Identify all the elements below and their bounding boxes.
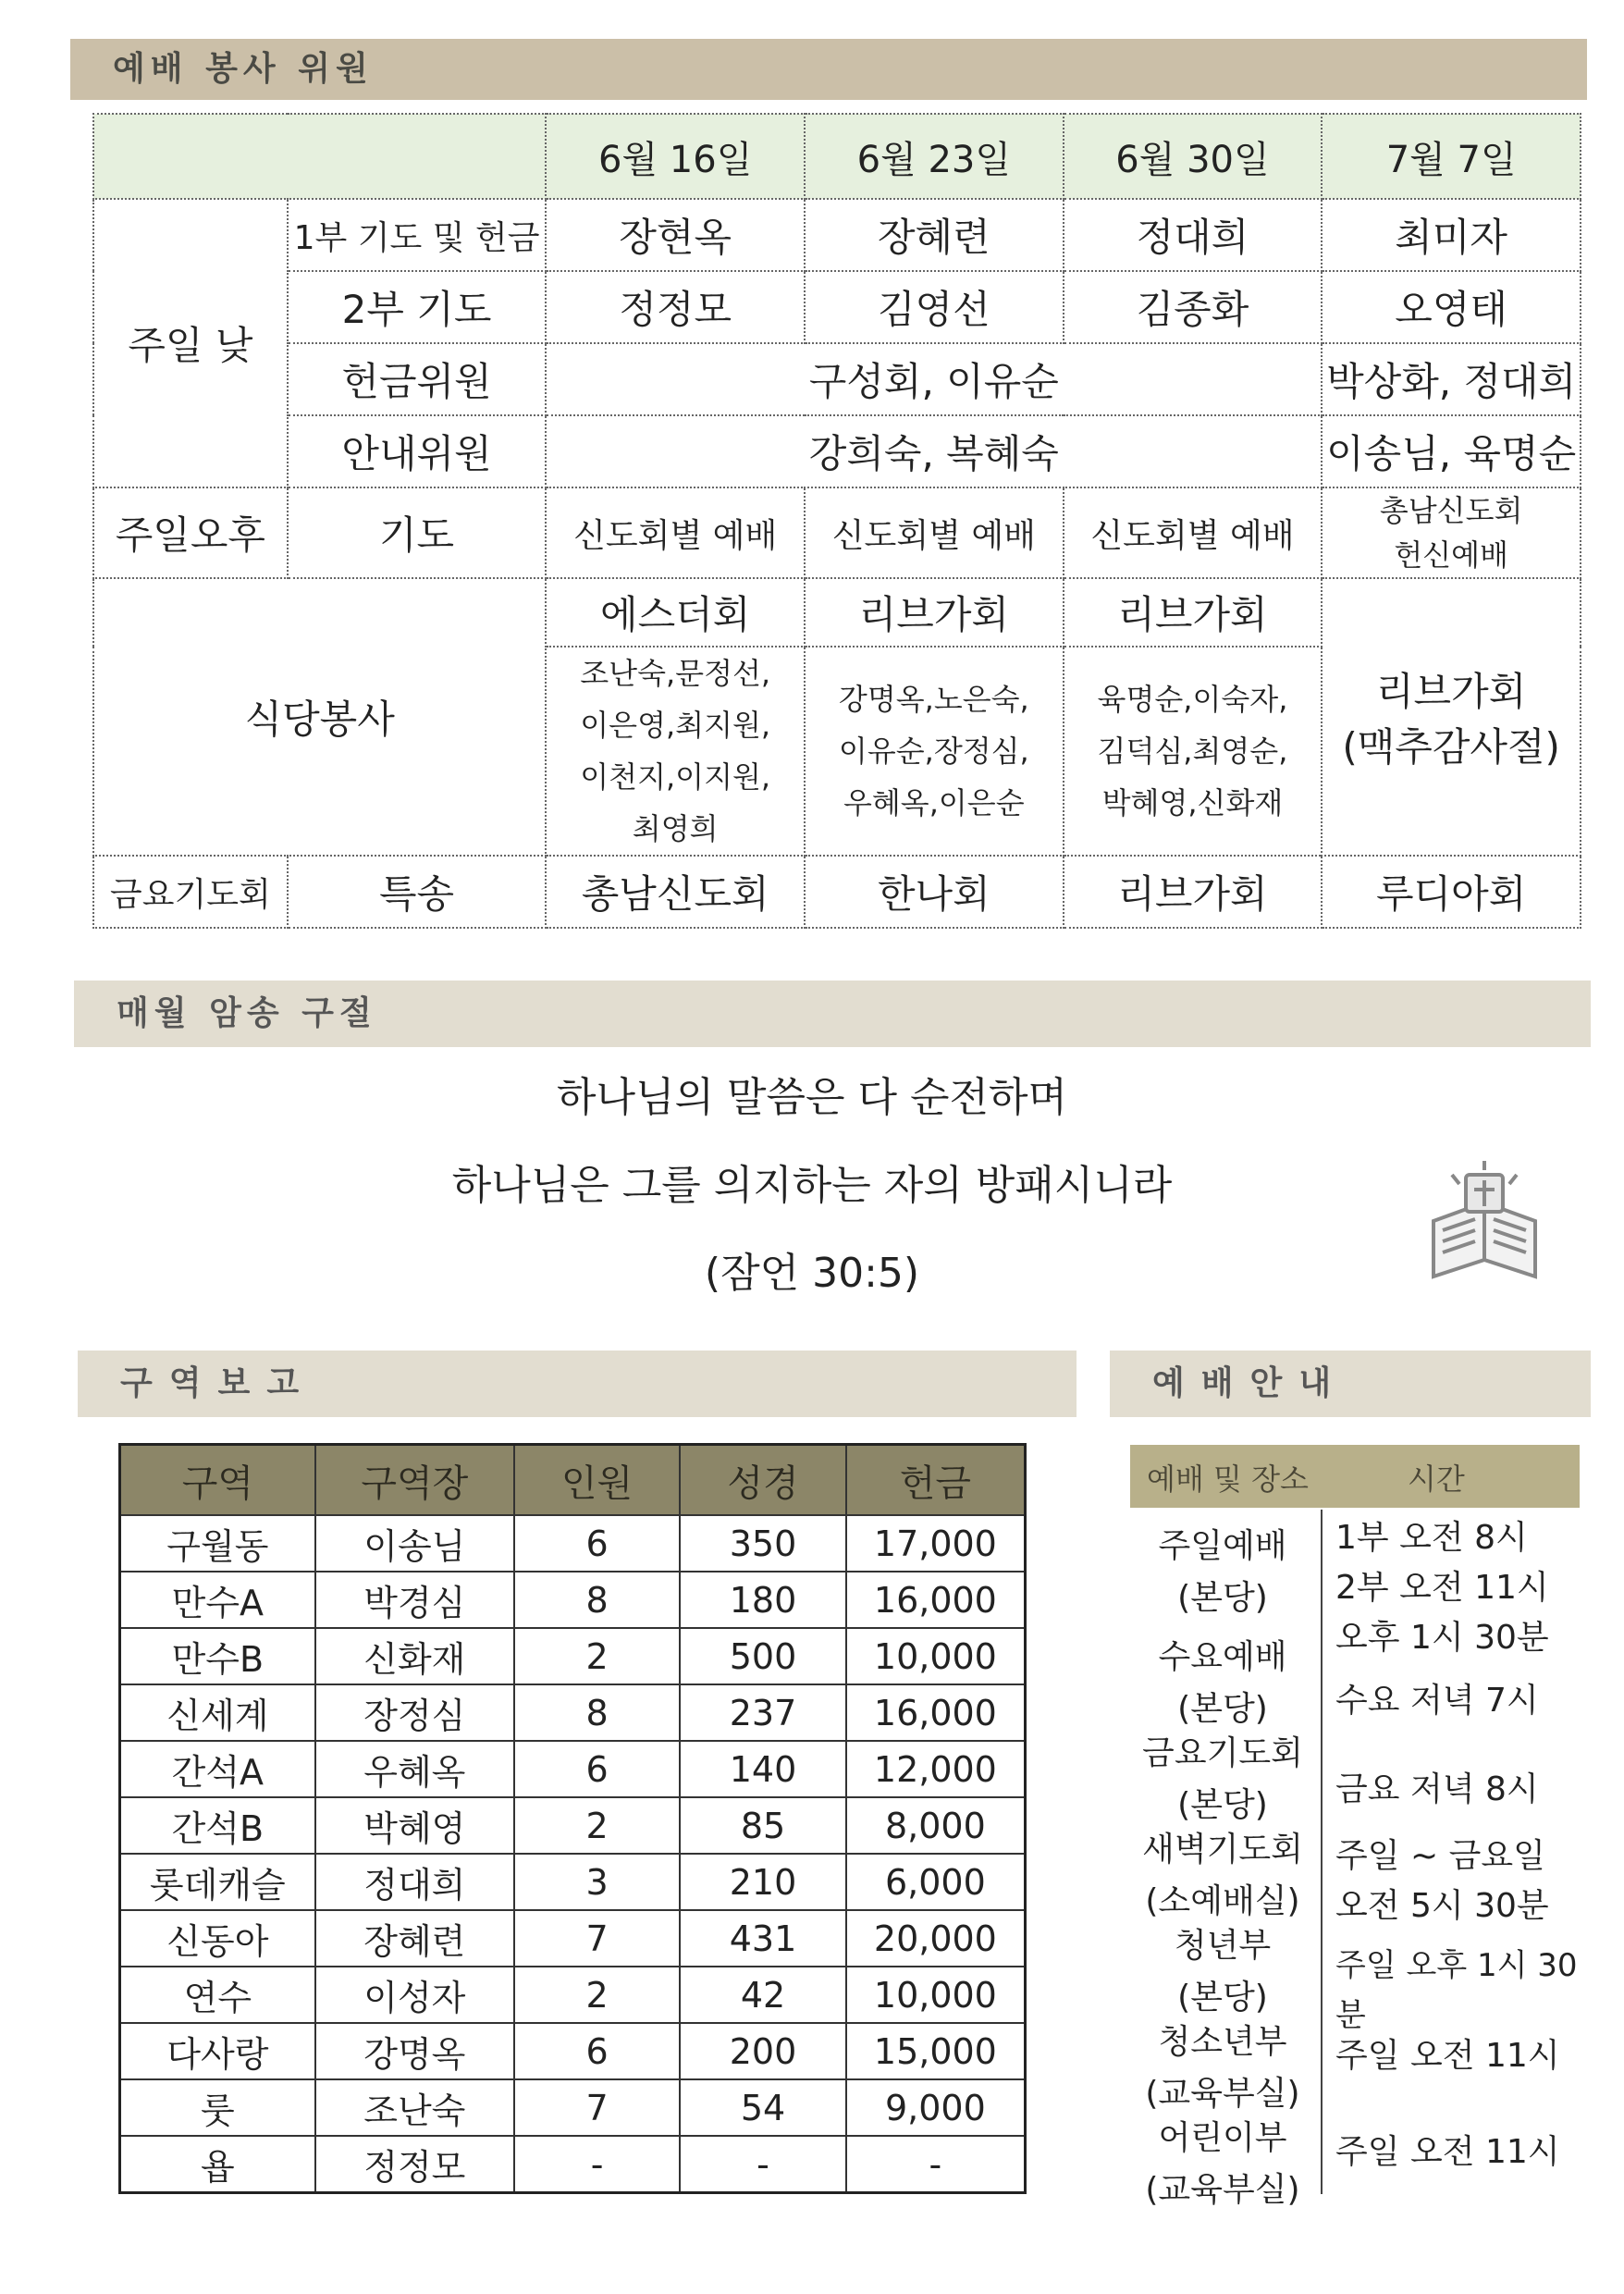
- cell: 오영태: [1322, 271, 1581, 343]
- worship-table-header: [1130, 1445, 1580, 1508]
- row-label: 안내위원: [288, 415, 547, 487]
- place-line: (본당): [1177, 1786, 1268, 1824]
- table-row: [120, 1797, 1026, 1854]
- table-cell: 10,000: [846, 1967, 1026, 2023]
- table-cell: 140: [680, 1741, 846, 1797]
- table-cell: 7: [514, 2079, 680, 2136]
- table-row: [120, 1572, 1026, 1628]
- table-row: [120, 2136, 1026, 2193]
- cell: 정정모: [546, 271, 805, 343]
- kitchen-label: 식당봉사: [93, 578, 546, 856]
- cell: [1322, 487, 1581, 578]
- sunday-afternoon-label: 주일오후: [93, 487, 288, 578]
- table-header-row: [93, 114, 1581, 199]
- table-cell: 2: [514, 1797, 680, 1854]
- table-cell: 16,000: [846, 1572, 1026, 1628]
- memory-verse-header: 매월 암송 구절: [74, 980, 1591, 1047]
- worship-place: [1130, 2113, 1315, 2216]
- table-cell: 신세계: [120, 1684, 315, 1741]
- cell: 신도회별 예배: [1064, 487, 1323, 578]
- worship-place: [1130, 1521, 1315, 1624]
- cell: 에스더회: [546, 578, 805, 647]
- table-cell: 180: [680, 1572, 846, 1628]
- table-cell: 조난숙: [315, 2079, 514, 2136]
- column-header: 헌금: [846, 1445, 1026, 1516]
- cell-line: 헌신예배: [1394, 537, 1508, 573]
- name-line: 우혜옥,이은순: [843, 785, 1025, 820]
- name-line: 박혜영,신화재: [1101, 785, 1284, 820]
- place-line: (교육부실): [1145, 2075, 1300, 2113]
- cell-line: (맥추감사절): [1342, 724, 1560, 770]
- cell: 신도회별 예배: [805, 487, 1064, 578]
- column-header-time: 시간: [1408, 1462, 1465, 1497]
- cell: 장혜련: [805, 199, 1064, 271]
- header-blank: [93, 114, 546, 199]
- table-cell: 이송님: [315, 1515, 514, 1572]
- table-row: [93, 415, 1581, 487]
- table-cell: -: [680, 2136, 846, 2193]
- worship-info-header: 예배안내: [1110, 1350, 1591, 1417]
- time-line: 주일 ~ 금요일: [1335, 1837, 1545, 1875]
- place-line: (교육부실): [1145, 2171, 1300, 2209]
- district-table-body: [120, 1515, 1026, 2193]
- table-cell: 룻: [120, 2079, 315, 2136]
- table-cell: 20,000: [846, 1910, 1026, 1967]
- name-line: 이천지,이지원,: [580, 759, 771, 795]
- verse-line: 하나님의 말씀은 다 순전하며: [556, 1074, 1067, 1121]
- place-line: 수요예배: [1158, 1638, 1287, 1676]
- worship-time: [1335, 1765, 1594, 1815]
- district-report-table: [118, 1443, 1027, 2194]
- table-row: [120, 1628, 1026, 1684]
- worship-time: [1335, 1941, 1594, 2041]
- worship-time: [1335, 1832, 1594, 1931]
- row-label: 1부 기도 및 헌금: [288, 199, 547, 271]
- cell: 최미자: [1322, 199, 1581, 271]
- time-line: 수요 저녁 7시: [1335, 1682, 1539, 1720]
- place-line: 새벽기도회: [1142, 1831, 1303, 1868]
- cell: 이송님, 육명순: [1322, 415, 1581, 487]
- cell: 장현옥: [546, 199, 805, 271]
- table-row: [93, 578, 1581, 647]
- service-committee-table: [92, 113, 1581, 929]
- table-cell: 다사랑: [120, 2023, 315, 2079]
- place-line: (본당): [1177, 1690, 1268, 1728]
- table-cell: 9,000: [846, 2079, 1026, 2136]
- table-cell: 200: [680, 2023, 846, 2079]
- place-line: 어린이부: [1158, 2119, 1287, 2157]
- date-cell: 6월 23일: [805, 114, 1064, 199]
- table-cell: 2: [514, 1967, 680, 2023]
- column-header: 구역장: [315, 1445, 514, 1516]
- table-cell: 연수: [120, 1967, 315, 2023]
- table-row: [120, 2079, 1026, 2136]
- date-cell: 7월 7일: [1322, 114, 1581, 199]
- table-cell: 간석A: [120, 1741, 315, 1797]
- cell-line: 리브가회: [1375, 669, 1527, 714]
- cell: 신도회별 예배: [546, 487, 805, 578]
- service-committee-header: 예배 봉사 위원: [70, 39, 1587, 100]
- table-cell: 롯데캐슬: [120, 1854, 315, 1910]
- table-cell: 6: [514, 2023, 680, 2079]
- table-row: [93, 487, 1581, 578]
- cell: 리브가회: [1064, 856, 1323, 928]
- friday-label: 금요기도회: [93, 856, 288, 928]
- table-cell: 욥: [120, 2136, 315, 2193]
- table-cell: 350: [680, 1515, 846, 1572]
- table-cell: 85: [680, 1797, 846, 1854]
- cell: 한나회: [805, 856, 1064, 928]
- table-cell: 15,000: [846, 2023, 1026, 2079]
- worship-time: [1335, 2031, 1594, 2081]
- table-cell: 신동아: [120, 1910, 315, 1967]
- time-line: 오후 1시 30분: [1335, 1619, 1549, 1657]
- table-row: [93, 271, 1581, 343]
- table-cell: 431: [680, 1910, 846, 1967]
- name-line: 이유순,장정심,: [838, 734, 1029, 769]
- place-line: 주일예배: [1158, 1527, 1287, 1565]
- table-cell: 강명옥: [315, 2023, 514, 2079]
- row-label: 특송: [288, 856, 547, 928]
- verse-line: 하나님은 그를 의지하는 자의 방패시니라: [451, 1162, 1173, 1209]
- name-line: 이은영,최지원,: [580, 708, 771, 743]
- row-label: 2부 기도: [288, 271, 547, 343]
- worship-place: [1130, 1824, 1315, 1928]
- table-cell: 8: [514, 1572, 680, 1628]
- bible-icon: [1415, 1156, 1554, 1295]
- cell: 정대희: [1064, 199, 1323, 271]
- table-row: [120, 1684, 1026, 1741]
- name-line: 조난숙,문정선,: [580, 656, 771, 691]
- table-row: [93, 343, 1581, 415]
- place-line: 청소년부: [1158, 2023, 1287, 2061]
- time-line: 2부 오전 11시: [1335, 1569, 1549, 1607]
- place-line: (소예배실): [1145, 1882, 1300, 1920]
- worship-time: [1335, 2128, 1594, 2177]
- table-cell: 16,000: [846, 1684, 1026, 1741]
- table-cell: -: [514, 2136, 680, 2193]
- column-header: 인원: [514, 1445, 680, 1516]
- date-cell: 6월 30일: [1064, 114, 1323, 199]
- cell: 리브가회: [1064, 578, 1323, 647]
- table-cell: 42: [680, 1967, 846, 2023]
- table-row: [120, 1910, 1026, 1967]
- table-cell: 정대희: [315, 1854, 514, 1910]
- cell-line: 총남신도회: [1379, 493, 1523, 528]
- table-cell: 500: [680, 1628, 846, 1684]
- worship-place: [1130, 2016, 1315, 2120]
- table-cell: 정정모: [315, 2136, 514, 2193]
- name-line: 육명순,이숙자,: [1097, 682, 1288, 717]
- row-label: 헌금위원: [288, 343, 547, 415]
- table-cell: 장혜련: [315, 1910, 514, 1967]
- place-line: 청년부: [1174, 1927, 1272, 1965]
- worship-time: [1335, 1676, 1594, 1726]
- table-cell: -: [846, 2136, 1026, 2193]
- time-line: 1부 오전 8시: [1335, 1519, 1528, 1557]
- verse-reference: (잠언 30:5): [704, 1250, 920, 1297]
- table-cell: 구월동: [120, 1515, 315, 1572]
- district-report-header: 구역보고: [78, 1350, 1077, 1417]
- table-cell: 6: [514, 1515, 680, 1572]
- cell: [1322, 578, 1581, 856]
- table-cell: 우혜옥: [315, 1741, 514, 1797]
- table-row: [120, 2023, 1026, 2079]
- place-line: (본당): [1177, 1579, 1268, 1617]
- place-line: (본당): [1177, 1979, 1268, 2016]
- table-cell: 17,000: [846, 1515, 1026, 1572]
- table-cell: 237: [680, 1684, 846, 1741]
- table-cell: 8,000: [846, 1797, 1026, 1854]
- table-row: [120, 1854, 1026, 1910]
- table-cell: 10,000: [846, 1628, 1026, 1684]
- table-row: [93, 199, 1581, 271]
- table-cell: 6,000: [846, 1854, 1026, 1910]
- place-line: 금요기도회: [1142, 1734, 1303, 1772]
- table-row: [120, 1515, 1026, 1572]
- column-header: 구역: [120, 1445, 315, 1516]
- name-line: 김덕심,최영순,: [1097, 734, 1288, 769]
- table-cell: 2: [514, 1628, 680, 1684]
- name-line: 강명옥,노은숙,: [838, 682, 1029, 717]
- cell: 루디아회: [1322, 856, 1581, 928]
- table-cell: 신화재: [315, 1628, 514, 1684]
- cell: 총남신도회: [546, 856, 805, 928]
- table-cell: 이성자: [315, 1967, 514, 2023]
- table-cell: 7: [514, 1910, 680, 1967]
- cell: [1064, 647, 1323, 856]
- table-row: [93, 856, 1581, 928]
- sunday-day-label: 주일 낮: [93, 199, 288, 487]
- table-cell: 210: [680, 1854, 846, 1910]
- cell: 구성회, 이유순: [546, 343, 1322, 415]
- table-row: [120, 1741, 1026, 1797]
- worship-place: [1130, 1920, 1315, 2024]
- column-header-place: 예배 및 장소: [1147, 1462, 1309, 1497]
- table-cell: 만수A: [120, 1572, 315, 1628]
- cell: 김종화: [1064, 271, 1323, 343]
- table-cell: 만수B: [120, 1628, 315, 1684]
- worship-divider: [1321, 1510, 1323, 2194]
- cell: [546, 647, 805, 856]
- cell: 박상화, 정대희: [1322, 343, 1581, 415]
- time-line: 주일 오후 1시 30분: [1335, 1947, 1578, 2034]
- table-row: [120, 1967, 1026, 2023]
- cell: 강희숙, 복혜숙: [546, 415, 1322, 487]
- worship-place: [1130, 1728, 1315, 1832]
- table-cell: 박혜영: [315, 1797, 514, 1854]
- table-cell: 3: [514, 1854, 680, 1910]
- table-cell: 8: [514, 1684, 680, 1741]
- time-line: 금요 저녁 8시: [1335, 1770, 1539, 1808]
- cell: [805, 647, 1064, 856]
- time-line: 주일 오전 11시: [1335, 2133, 1560, 2171]
- date-cell: 6월 16일: [546, 114, 805, 199]
- row-label: 기도: [288, 487, 547, 578]
- table-header-row: [120, 1445, 1026, 1516]
- cell: 김영선: [805, 271, 1064, 343]
- table-cell: 박경심: [315, 1572, 514, 1628]
- time-line: 오전 5시 30분: [1335, 1887, 1549, 1925]
- column-header: 성경: [680, 1445, 846, 1516]
- table-cell: 장정심: [315, 1684, 514, 1741]
- worship-time: [1335, 1513, 1594, 1663]
- table-cell: 12,000: [846, 1741, 1026, 1797]
- cell: 리브가회: [805, 578, 1064, 647]
- time-line: 주일 오전 11시: [1335, 2037, 1560, 2075]
- table-cell: 6: [514, 1741, 680, 1797]
- table-cell: 54: [680, 2079, 846, 2136]
- worship-place: [1130, 1632, 1315, 1735]
- table-cell: 간석B: [120, 1797, 315, 1854]
- name-line: 최영희: [632, 811, 719, 846]
